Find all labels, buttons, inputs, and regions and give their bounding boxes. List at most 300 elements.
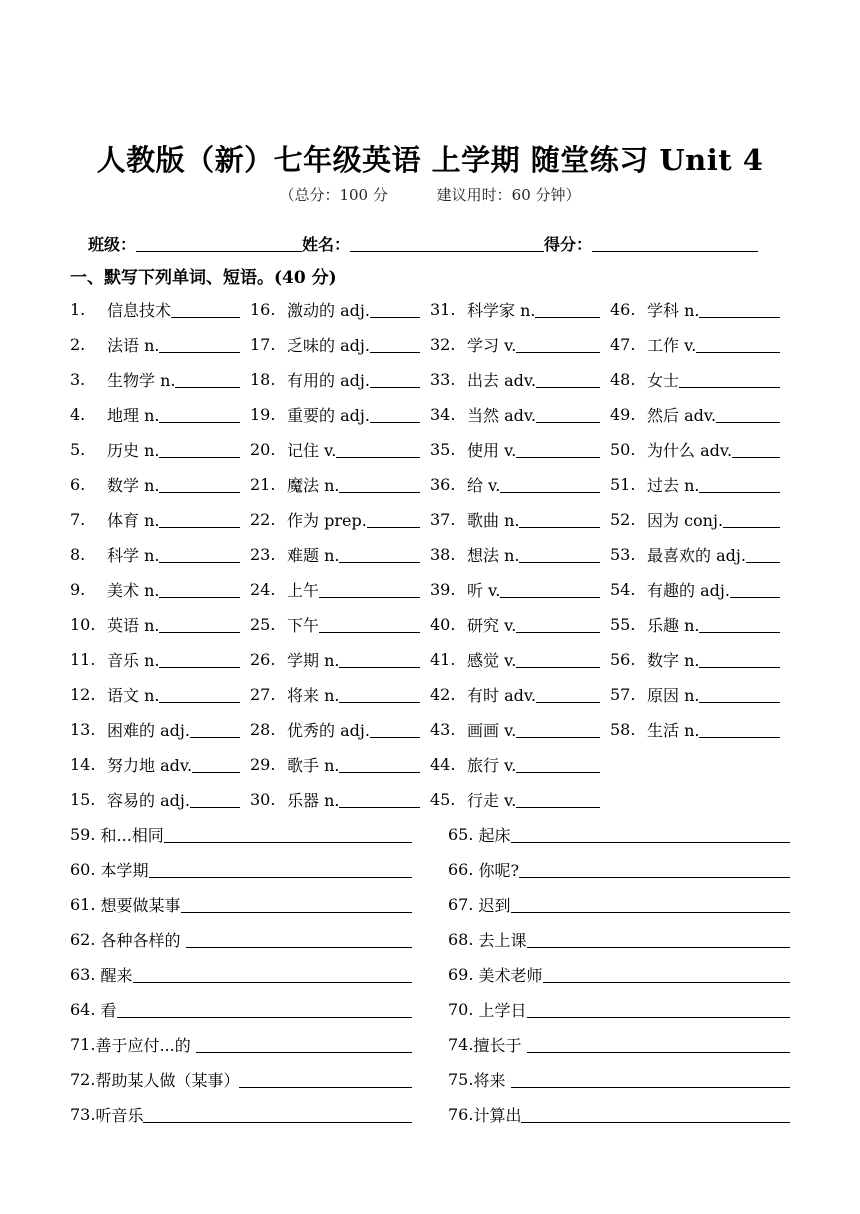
item-prompt: 下午: [287, 616, 320, 635]
item-number: 48.: [610, 370, 636, 389]
word-item: [70, 648, 250, 671]
phrase-item: [448, 998, 790, 1021]
item-prompt: 给 v.: [467, 476, 501, 495]
word-item: [250, 403, 430, 426]
item-number: 34.: [430, 405, 456, 424]
item-number: 63.: [70, 965, 101, 984]
item-prompt: 旅行 v.: [467, 756, 517, 775]
answer-blank[interactable]: [527, 1001, 790, 1018]
item-number: 29.: [250, 755, 276, 774]
answer-blank[interactable]: [196, 1036, 412, 1053]
item-prompt: 歌曲 n.: [467, 511, 520, 530]
answer-blank[interactable]: [239, 1071, 412, 1088]
word-item: [70, 543, 250, 566]
answer-blank[interactable]: [159, 406, 240, 423]
item-prompt: 优秀的 adj.: [287, 721, 370, 740]
word-item: [430, 613, 610, 636]
word-item: [430, 298, 610, 321]
item-prompt: 听音乐: [95, 1106, 144, 1125]
answer-blank[interactable]: [521, 1106, 790, 1123]
section-heading: 一、默写下列单词、短语。(40 分): [70, 268, 337, 288]
item-number: 28.: [250, 720, 276, 739]
item-prompt: 乏味的 adj.: [287, 336, 370, 355]
item-number: 31.: [430, 300, 456, 319]
item-prompt: 美术 n.: [107, 581, 160, 600]
item-number: 18.: [250, 370, 276, 389]
item-number: 30.: [250, 790, 276, 809]
subtitle: [0, 184, 860, 205]
item-number: 59.: [70, 825, 101, 844]
word-row: [70, 677, 790, 712]
phrase-item: [70, 998, 412, 1021]
item-number: 2.: [70, 335, 86, 354]
answer-blank[interactable]: [543, 966, 790, 983]
student-info-line: [88, 232, 758, 255]
phrase-row: [70, 852, 790, 887]
answer-blank[interactable]: [159, 336, 240, 353]
word-row: [70, 537, 790, 572]
answer-blank[interactable]: [370, 721, 420, 738]
word-item: [250, 683, 430, 706]
item-number: 5.: [70, 440, 86, 459]
item-number: 41.: [430, 650, 456, 669]
item-number: 22.: [250, 510, 276, 529]
answer-blank[interactable]: [159, 441, 240, 458]
word-item: [610, 298, 790, 321]
answer-blank[interactable]: [516, 791, 600, 808]
answer-blank[interactable]: [171, 301, 240, 318]
answer-blank[interactable]: [133, 966, 412, 983]
item-prompt: 擅长于: [473, 1036, 527, 1055]
item-number: 46.: [610, 300, 636, 319]
answer-blank[interactable]: [716, 406, 780, 423]
item-prompt: 语文 n.: [107, 686, 160, 705]
item-prompt: 有趣的 adj.: [647, 581, 730, 600]
word-item: [430, 543, 610, 566]
word-item: [250, 543, 430, 566]
answer-blank[interactable]: [511, 1071, 790, 1088]
answer-blank[interactable]: [339, 756, 420, 773]
answer-blank[interactable]: [159, 511, 240, 528]
item-prompt: 学习 v.: [467, 336, 517, 355]
item-prompt: 你呢?: [478, 861, 520, 880]
item-number: 42.: [430, 685, 456, 704]
word-item: [610, 613, 790, 636]
item-prompt: 难题 n.: [287, 546, 340, 565]
item-prompt: 历史 n.: [107, 441, 160, 460]
answer-blank[interactable]: [732, 441, 780, 458]
word-row: [70, 467, 790, 502]
item-prompt: 女士: [647, 371, 680, 390]
item-prompt: 工作 v.: [647, 336, 697, 355]
word-item: [250, 718, 430, 741]
item-number: 74.: [448, 1035, 474, 1054]
item-number: 25.: [250, 615, 276, 634]
word-row: [70, 432, 790, 467]
phrase-row: [70, 992, 790, 1027]
item-prompt: 过去 n.: [647, 476, 700, 495]
word-item: [250, 788, 430, 811]
item-number: 16.: [250, 300, 276, 319]
word-row: [70, 642, 790, 677]
word-item: [250, 473, 430, 496]
word-item: [70, 333, 250, 356]
item-prompt: 出去 adv.: [467, 371, 537, 390]
answer-blank[interactable]: [190, 721, 240, 738]
word-row: [70, 747, 790, 782]
item-prompt: 法语 n.: [107, 336, 160, 355]
total-score-note: （总分：100 分: [279, 186, 388, 204]
answer-blank[interactable]: [175, 371, 240, 388]
answer-blank[interactable]: [699, 476, 780, 493]
word-item: [250, 438, 430, 461]
item-prompt: 想法 n.: [467, 546, 520, 565]
answer-blank[interactable]: [181, 896, 412, 913]
item-number: 19.: [250, 405, 276, 424]
word-row: [70, 782, 790, 817]
answer-blank[interactable]: [149, 861, 412, 878]
item-prompt: 乐趣 n.: [647, 616, 700, 635]
item-number: 61.: [70, 895, 101, 914]
word-row: [70, 397, 790, 432]
item-prompt: 然后 adv.: [647, 406, 717, 425]
item-number: 33.: [430, 370, 456, 389]
answer-blank[interactable]: [159, 476, 240, 493]
answer-blank[interactable]: [319, 581, 420, 598]
word-row: [70, 502, 790, 537]
item-prompt: 激动的 adj.: [287, 301, 370, 320]
phrase-row: [70, 817, 790, 852]
item-number: 40.: [430, 615, 456, 634]
word-item: [70, 473, 250, 496]
item-number: 57.: [610, 685, 636, 704]
word-item: [70, 508, 250, 531]
item-number: 6.: [70, 475, 86, 494]
item-prompt: 歌手 n.: [287, 756, 340, 775]
answer-blank[interactable]: [516, 616, 600, 633]
answer-blank[interactable]: [536, 406, 600, 423]
item-prompt: 乐器 n.: [287, 791, 340, 810]
item-number: 10.: [70, 615, 96, 634]
answer-blank[interactable]: [319, 616, 420, 633]
word-item: [610, 578, 790, 601]
suggested-time-note: 建议用时：60 分钟）: [436, 186, 581, 204]
item-prompt: 起床: [478, 826, 511, 845]
item-prompt: 有时 adv.: [467, 686, 537, 705]
word-item: [610, 718, 790, 741]
answer-blank[interactable]: [516, 756, 600, 773]
phrase-item: [448, 823, 790, 846]
word-item: [610, 438, 790, 461]
item-prompt: 音乐 n.: [107, 651, 160, 670]
word-item: [250, 753, 430, 776]
word-item: [70, 403, 250, 426]
word-item: [430, 333, 610, 356]
item-number: 69.: [448, 965, 479, 984]
answer-blank[interactable]: [699, 686, 780, 703]
item-prompt: 去上课: [478, 931, 527, 950]
word-item: [250, 578, 430, 601]
phrase-item: [70, 1103, 412, 1126]
answer-blank[interactable]: [516, 651, 600, 668]
phrase-item: [70, 963, 412, 986]
item-number: 60.: [70, 860, 101, 879]
word-item: [250, 298, 430, 321]
item-number: 49.: [610, 405, 636, 424]
answer-blank[interactable]: [516, 336, 600, 353]
answer-blank[interactable]: [519, 861, 790, 878]
name-field[interactable]: [350, 237, 544, 252]
answer-blank[interactable]: [696, 336, 780, 353]
phrase-item: [448, 1103, 790, 1126]
item-number: 36.: [430, 475, 456, 494]
class-field[interactable]: [136, 237, 302, 252]
word-item: [250, 368, 430, 391]
answer-blank[interactable]: [159, 581, 240, 598]
item-prompt: 为什么 adv.: [647, 441, 733, 460]
answer-blank[interactable]: [730, 581, 780, 598]
item-prompt: 记住 v.: [287, 441, 337, 460]
item-prompt: 使用 v.: [467, 441, 517, 460]
item-number: 23.: [250, 545, 276, 564]
phrase-row: [70, 1097, 790, 1132]
item-prompt: 作为 prep.: [287, 511, 367, 530]
item-number: 62.: [70, 930, 101, 949]
phrase-item: [448, 1033, 790, 1056]
word-item: [430, 403, 610, 426]
item-prompt: 各种各样的: [100, 931, 186, 950]
item-number: 45.: [430, 790, 456, 809]
word-item: [430, 578, 610, 601]
answer-blank[interactable]: [699, 651, 780, 668]
class-label: 班级：: [88, 235, 137, 254]
item-prompt: 行走 v.: [467, 791, 517, 810]
answer-blank[interactable]: [535, 301, 600, 318]
item-prompt: 生活 n.: [647, 721, 700, 740]
answer-blank[interactable]: [339, 546, 420, 563]
item-number: 20.: [250, 440, 276, 459]
word-item: [70, 578, 250, 601]
word-item: [430, 718, 610, 741]
item-prompt: 当然 adv.: [467, 406, 537, 425]
answer-blank[interactable]: [511, 896, 790, 913]
item-prompt: 画画 v.: [467, 721, 517, 740]
phrase-item: [448, 963, 790, 986]
phrase-item: [70, 893, 412, 916]
item-prompt: 生物学 n.: [107, 371, 176, 390]
item-prompt: 本学期: [100, 861, 149, 880]
item-number: 26.: [250, 650, 276, 669]
item-number: 51.: [610, 475, 636, 494]
answer-blank[interactable]: [370, 336, 420, 353]
answer-blank[interactable]: [519, 511, 600, 528]
item-number: 72.: [70, 1070, 96, 1089]
word-item: [70, 788, 250, 811]
item-number: 75.: [448, 1070, 474, 1089]
item-number: 55.: [610, 615, 636, 634]
word-item: [250, 648, 430, 671]
item-prompt: 努力地 adv.: [107, 756, 193, 775]
item-number: 8.: [70, 545, 86, 564]
word-item: [610, 683, 790, 706]
answer-blank[interactable]: [699, 616, 780, 633]
item-number: 21.: [250, 475, 276, 494]
item-prompt: 英语 n.: [107, 616, 160, 635]
item-number: 14.: [70, 755, 96, 774]
item-number: 56.: [610, 650, 636, 669]
item-number: 65.: [448, 825, 479, 844]
item-number: 17.: [250, 335, 276, 354]
item-number: 73.: [70, 1105, 96, 1124]
phrase-item: [448, 893, 790, 916]
answer-blank[interactable]: [370, 371, 420, 388]
item-number: 70.: [448, 1000, 479, 1019]
item-number: 24.: [250, 580, 276, 599]
item-prompt: 学科 n.: [647, 301, 700, 320]
item-number: 12.: [70, 685, 96, 704]
item-prompt: 科学家 n.: [467, 301, 536, 320]
word-row: [70, 712, 790, 747]
answer-blank[interactable]: [536, 686, 600, 703]
word-item: [430, 753, 610, 776]
answer-blank[interactable]: [186, 931, 412, 948]
answer-blank[interactable]: [339, 791, 420, 808]
item-prompt: 研究 v.: [467, 616, 517, 635]
phrase-item: [70, 1068, 412, 1091]
item-prompt: 听 v.: [467, 581, 501, 600]
item-prompt: 善于应付...的: [95, 1036, 196, 1055]
answer-blank[interactable]: [159, 686, 240, 703]
item-number: 37.: [430, 510, 456, 529]
item-prompt: 和...相同: [100, 826, 164, 845]
item-prompt: 醒来: [100, 966, 133, 985]
item-number: 43.: [430, 720, 456, 739]
answer-blank[interactable]: [723, 511, 780, 528]
answer-blank[interactable]: [339, 686, 420, 703]
item-prompt: 计算出: [473, 1106, 522, 1125]
phrase-row: [70, 957, 790, 992]
answer-blank[interactable]: [159, 616, 240, 633]
item-number: 1.: [70, 300, 86, 319]
word-item: [250, 333, 430, 356]
answer-blank[interactable]: [117, 1001, 412, 1018]
answer-blank[interactable]: [143, 1106, 412, 1123]
answer-blank[interactable]: [519, 546, 600, 563]
word-row: [70, 362, 790, 397]
item-number: 47.: [610, 335, 636, 354]
answer-blank[interactable]: [192, 756, 240, 773]
answer-blank[interactable]: [339, 651, 420, 668]
word-item: [430, 508, 610, 531]
item-prompt: 帮助某人做（某事）: [95, 1071, 240, 1090]
item-number: 53.: [610, 545, 636, 564]
word-item: [430, 368, 610, 391]
phrase-row: [70, 1062, 790, 1097]
item-prompt: 容易的 adj.: [107, 791, 190, 810]
item-number: 71.: [70, 1035, 96, 1054]
answer-blank[interactable]: [516, 441, 600, 458]
word-item: [430, 473, 610, 496]
answer-blank[interactable]: [500, 581, 600, 598]
score-label: 得分：: [544, 235, 593, 254]
item-number: 44.: [430, 755, 456, 774]
answer-blank[interactable]: [699, 721, 780, 738]
answer-blank[interactable]: [536, 371, 600, 388]
answer-blank[interactable]: [367, 511, 420, 528]
item-number: 11.: [70, 650, 96, 669]
item-number: 38.: [430, 545, 456, 564]
word-item: [430, 648, 610, 671]
answer-blank[interactable]: [159, 546, 240, 563]
answer-blank[interactable]: [746, 546, 780, 563]
item-number: 7.: [70, 510, 86, 529]
phrase-item: [448, 858, 790, 881]
word-item: [610, 368, 790, 391]
item-prompt: 美术老师: [478, 966, 543, 985]
answer-blank[interactable]: [500, 476, 600, 493]
answer-blank[interactable]: [164, 826, 412, 843]
answer-blank[interactable]: [679, 371, 780, 388]
word-item: [430, 788, 610, 811]
item-number: 35.: [430, 440, 456, 459]
item-number: 58.: [610, 720, 636, 739]
item-number: 32.: [430, 335, 456, 354]
item-prompt: 学期 n.: [287, 651, 340, 670]
word-grid: [70, 292, 790, 817]
word-item: [70, 368, 250, 391]
item-number: 9.: [70, 580, 86, 599]
answer-blank[interactable]: [336, 441, 420, 458]
word-item: [610, 473, 790, 496]
answer-blank[interactable]: [699, 301, 780, 318]
word-row: [70, 292, 790, 327]
item-prompt: 迟到: [478, 896, 511, 915]
phrase-row: [70, 887, 790, 922]
score-field[interactable]: [592, 237, 758, 252]
answer-blank[interactable]: [370, 406, 420, 423]
item-prompt: 重要的 adj.: [287, 406, 370, 425]
phrase-row: [70, 922, 790, 957]
answer-blank[interactable]: [527, 1036, 790, 1053]
answer-blank[interactable]: [339, 476, 420, 493]
answer-blank[interactable]: [511, 826, 790, 843]
item-prompt: 魔法 n.: [287, 476, 340, 495]
answer-blank[interactable]: [190, 791, 240, 808]
answer-blank[interactable]: [370, 301, 420, 318]
answer-blank[interactable]: [516, 721, 600, 738]
word-item: [610, 648, 790, 671]
phrase-item: [70, 928, 412, 951]
item-prompt: 将来 n.: [287, 686, 340, 705]
word-item: [610, 508, 790, 531]
word-item: [70, 613, 250, 636]
word-item: [250, 613, 430, 636]
answer-blank[interactable]: [159, 651, 240, 668]
item-prompt: 信息技术: [107, 301, 172, 320]
phrase-item: [70, 858, 412, 881]
answer-blank[interactable]: [527, 931, 790, 948]
word-item: [610, 403, 790, 426]
word-row: [70, 572, 790, 607]
phrase-item: [70, 823, 412, 846]
item-number: 4.: [70, 405, 86, 424]
item-number: 67.: [448, 895, 479, 914]
item-prompt: 看: [100, 1001, 117, 1020]
word-item: [70, 683, 250, 706]
word-item: [610, 543, 790, 566]
phrase-item: [448, 1068, 790, 1091]
word-row: [70, 607, 790, 642]
